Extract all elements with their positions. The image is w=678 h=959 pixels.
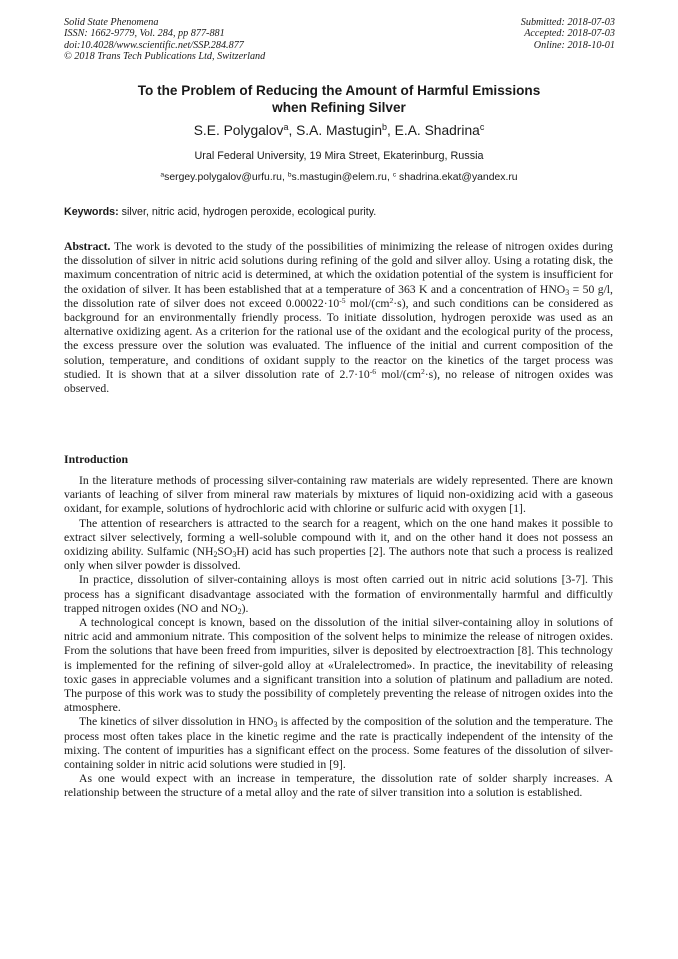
paragraph: A technological concept is known, based on the dissolution of the initial silver-containing alloy in solutions of nitric acid and ammonium nitrate. This composition of the solvent helps to minimize the release of nitrogen oxides. From the solutions that have been freed from impurities, silver is deposited by electroextraction [8]. This technology is implemented for the refining of silver-gold alloy at «Uralelectromed». In practice, the inevitability of releasing toxic gases in appreciable volumes and a significant transition into a solution of platinum and palladium are noted. The purpose of this work was to study the possibility of completely preventing the release of nitrogen oxides into the atmosphere.: [64, 616, 613, 715]
title-line-2: when Refining Silver: [272, 100, 406, 115]
accepted-date: Accepted: 2018-07-03: [524, 28, 615, 40]
journal-doi: doi:10.4028/www.scientific.net/SSP.284.877: [64, 39, 244, 51]
submitted-date: Submitted: 2018-07-03: [520, 17, 615, 28]
submission-dates: [521, 17, 615, 51]
online-date: Online: 2018-10-01: [533, 39, 615, 51]
author-list: [64, 122, 614, 140]
author-affil-mark: a: [283, 122, 289, 133]
abstract-text: The work is devoted to the study of the possibilities of minimizing the release of nitrogen oxides during the dissolution of silver in nitric acid solutions during refining of the gold and silver alloy. Using a rotating disk, the maximum concentration of nitric acid is determined, at which the oxidation potential of the system is insufficient for the oxidation of silver. It has been established that at a temperature of 363 K and a concentration of HNO: [64, 240, 614, 296]
journal-issn: ISSN: 1662-9779, Vol. 284, pp 877-881: [64, 28, 225, 40]
paragraph: In the literature methods of processing silver-containing raw materials are widely represented. There are known variants of leaching of silver from mineral raw materials by mixtures of liquid non-oxidizing acid with a gaseous oxidant, for example, solutions of hydrochloric acid with chlorine or sulfuric acid with oxygen [1].: [64, 474, 613, 516]
paragraph: [64, 517, 613, 574]
subscript: 2: [213, 550, 218, 559]
title-line-1: To the Problem of Reducing the Amount of Harmful Emissions: [137, 83, 541, 98]
author-separator: ,: [288, 123, 297, 138]
introduction-body: [64, 474, 613, 801]
author-separator: ,: [387, 123, 395, 138]
keywords: [64, 205, 614, 219]
abstract-text: mol/(cm: [376, 367, 421, 381]
email-mark: a: [160, 171, 165, 179]
abstract-text: = 50 g/l, the dissolution rate of silver does not exceed 0.00022·10: [64, 282, 613, 310]
paragraph-text: In practice, dissolution of silver-containing alloys is most often carried out in nitric acid solutions [3-7]. This process has a significant disadvantage associated with the formation of environmentally harmful and difficultly trapped nitrogen oxides (NO and NO: [64, 573, 613, 615]
subscript: 2: [237, 606, 242, 616]
author-affil-mark: b: [382, 122, 387, 133]
subscript: 3: [273, 720, 278, 730]
paragraph-text: H) acid has such properties [2]. The authors note that such a process is realized only when silver powder is dissolved.: [64, 545, 613, 573]
paper-title: [64, 82, 614, 116]
paragraph: [64, 573, 613, 616]
superscript: 2: [420, 366, 425, 376]
email-mark: c: [392, 171, 397, 179]
superscript: 2: [389, 295, 394, 305]
keywords-text: silver, nitric acid, hydrogen peroxide, ecological purity.: [121, 206, 377, 218]
paragraph: As one would expect with an increase in temperature, the dissolution rate of solder sharply increases. A relationship between the structure of a metal alloy and the rate of silver transition into a solution is established.: [64, 772, 613, 800]
email-address: s.mastugin@elem.ru: [291, 172, 387, 183]
paragraph-text: ).: [241, 601, 249, 615]
journal-name: Solid State Phenomena: [64, 17, 159, 28]
paragraph-text: is affected by the composition of the solution and the temperature. The process most often takes place in the kinetic regime and the rate is practically independent of the intensity of the mixing. The content of impurities has a significant effect on the process. Some features of the dissolution of silver-containing solder in nitric acid solutions were studied in [9].: [64, 715, 613, 772]
affiliation: Ural Federal University, 19 Mira Street, Ekaterinburg, Russia: [194, 150, 484, 162]
keywords-label: Keywords:: [64, 206, 119, 218]
email-mark: b: [287, 171, 292, 179]
superscript: -5: [339, 295, 346, 305]
email-list: $^a$sergey.polygalov@urfu.ru, $^b$s.mastugin@elem.ru, $^c$ shadrina.ekat@yandex.ru: [160, 171, 518, 183]
abstract: [64, 240, 613, 396]
journal-info: [64, 17, 265, 62]
abstract-text: ·s), and such conditions can be considered as background for an environmentally friendly process. To initiate dissolution, hydrogen peroxide was used as an alternative oxidizing agent. As a criterion for the rational use of the oxidant and the ecological purity of the process, the excess pressure over the solution was evaluated. The influence of the initial and current composition of the solution, temperature, and conditions of oxidant supply to the reactor on the kinetics of the target process was studied. It is shown that at a silver dissolution rate of 2.7·10: [64, 296, 613, 381]
author-name: S.E. Polygalov: [193, 123, 284, 138]
paragraph-text: The attention of researchers is attracted to the search for a reagent, which on the one hand makes it possible to extract silver selectively, forming a well-soluble compound with it, and on the other hand it does not possess an oxidizing ability. Sulfamic (NH: [64, 516, 613, 559]
superscript: -6: [369, 366, 377, 376]
abstract-text: ·s), no release of nitrogen oxides was observed.: [64, 367, 613, 396]
email-address: sergey.polygalov@urfu.ru: [164, 172, 282, 183]
subscript: 3: [232, 550, 237, 559]
paragraph: [64, 715, 613, 772]
section-heading: Introduction: [64, 452, 129, 466]
author-name: S.A. Mastugin: [296, 123, 382, 138]
author-name: E.A. Shadrina: [394, 123, 480, 138]
journal-copyright: © 2018 Trans Tech Publications Ltd, Switzerland: [64, 50, 266, 62]
paragraph-text: SO: [217, 545, 233, 559]
subscript: 3: [565, 287, 570, 297]
abstract-text: mol/(cm: [345, 296, 390, 310]
paragraph-text: The kinetics of silver dissolution in HNO: [79, 715, 274, 729]
abstract-label: Abstract.: [64, 240, 111, 253]
author-affil-mark: c: [479, 122, 485, 133]
email-address: shadrina.ekat@yandex.ru: [399, 172, 518, 183]
